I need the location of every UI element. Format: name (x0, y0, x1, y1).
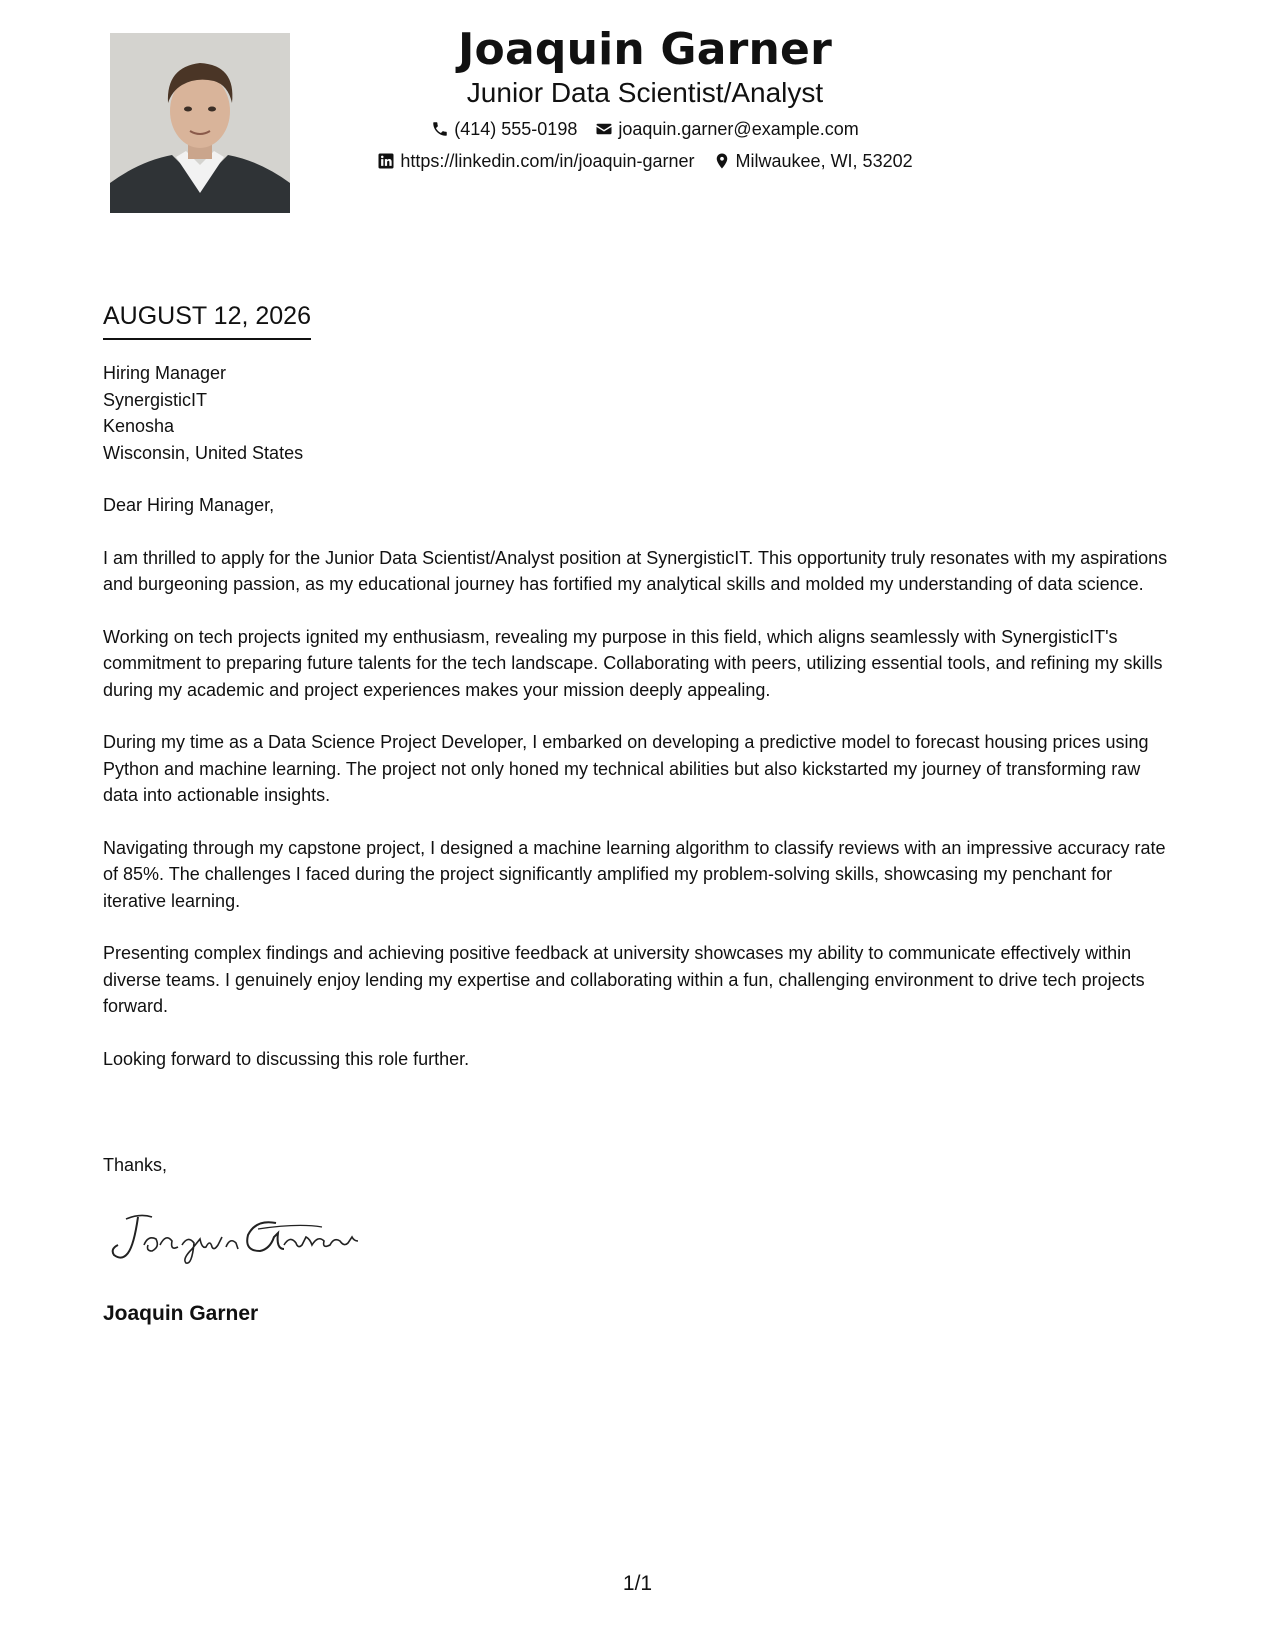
recipient-line: Kenosha (103, 416, 175, 436)
envelope-icon (595, 120, 613, 138)
location-text: Milwaukee, WI, 53202 (735, 151, 913, 171)
linkedin-url[interactable]: https://linkedin.com/in/joaquin-garner (400, 151, 695, 171)
letter-body (103, 492, 1178, 1098)
contact-email[interactable] (595, 114, 858, 144)
page-number: 1/1 (622, 1572, 653, 1595)
phone-number: (414) 555-0198 (454, 119, 578, 139)
phone-icon (431, 120, 449, 138)
contact-linkedin[interactable] (377, 146, 694, 176)
applicant-name: Joaquin Garner (457, 24, 832, 75)
profile-photo (110, 33, 290, 213)
body-paragraph: I am thrilled to apply for the Junior Data Scientist/Analyst position at SynergisticIT. This opportunity truly resonates with my aspirations and burgeoning passion, as my educational journey has fortified my analytical skills and molded my understanding of data science. (103, 547, 1168, 594)
handwritten-signature (108, 1205, 368, 1275)
body-paragraph: Working on tech projects ignited my enthusiasm, revealing my purpose in this field, which aligns seamlessly with SynergisticIT's commitment to preparing future talents for the tech landscape. Collaborating with peers, utilizing essential tools, and refining my skills during my academic and project experiences makes your mission deeply appealing. (103, 626, 1163, 700)
contact-phone (431, 114, 577, 144)
map-pin-icon (713, 152, 731, 170)
body-paragraph: During my time as a Data Science Project Developer, I embarked on developing a predictive model to forecast housing prices using Python and machine learning. The project not only honed my technical abilities but also kickstarted my journey of transforming raw data into actionable insights. (103, 732, 1149, 805)
letter-header (330, 22, 960, 176)
recipient-line: Wisconsin, United States (103, 442, 304, 463)
letter-date: AUGUST 12, 2026 (103, 300, 311, 340)
contact-row-2 (330, 146, 960, 176)
contact-location (713, 146, 913, 176)
recipient-block (103, 360, 303, 466)
job-title: Junior Data Scientist/Analyst (466, 77, 824, 108)
body-paragraph: Presenting complex findings and achieving positive feedback at university showcases my ability to communicate effectively within diverse teams. I genuinely enjoy lending my expertise and collaborating within a fun, challenging environment to drive tech projects forward. (103, 943, 1145, 1016)
email-address[interactable]: joaquin.garner@example.com (618, 119, 859, 139)
signer-name: Joaquin Garner (103, 1302, 259, 1325)
closing-text: Thanks, (103, 1155, 168, 1175)
recipient-line: SynergisticIT (103, 389, 208, 410)
salutation: Dear Hiring Manager, (103, 495, 275, 515)
linkedin-icon (377, 152, 395, 170)
body-paragraph: Navigating through my capstone project, I designed a machine learning algorithm to classify reviews with an impressive accuracy rate of 85%. The challenges I faced during the project significantly amplified my problem-solving skills, showcasing my penchant for iterative learning. (103, 837, 1166, 911)
body-paragraph: Looking forward to discussing this role further. (103, 1048, 470, 1069)
recipient-line: Hiring Manager (103, 363, 227, 383)
contact-row-1 (330, 114, 960, 144)
